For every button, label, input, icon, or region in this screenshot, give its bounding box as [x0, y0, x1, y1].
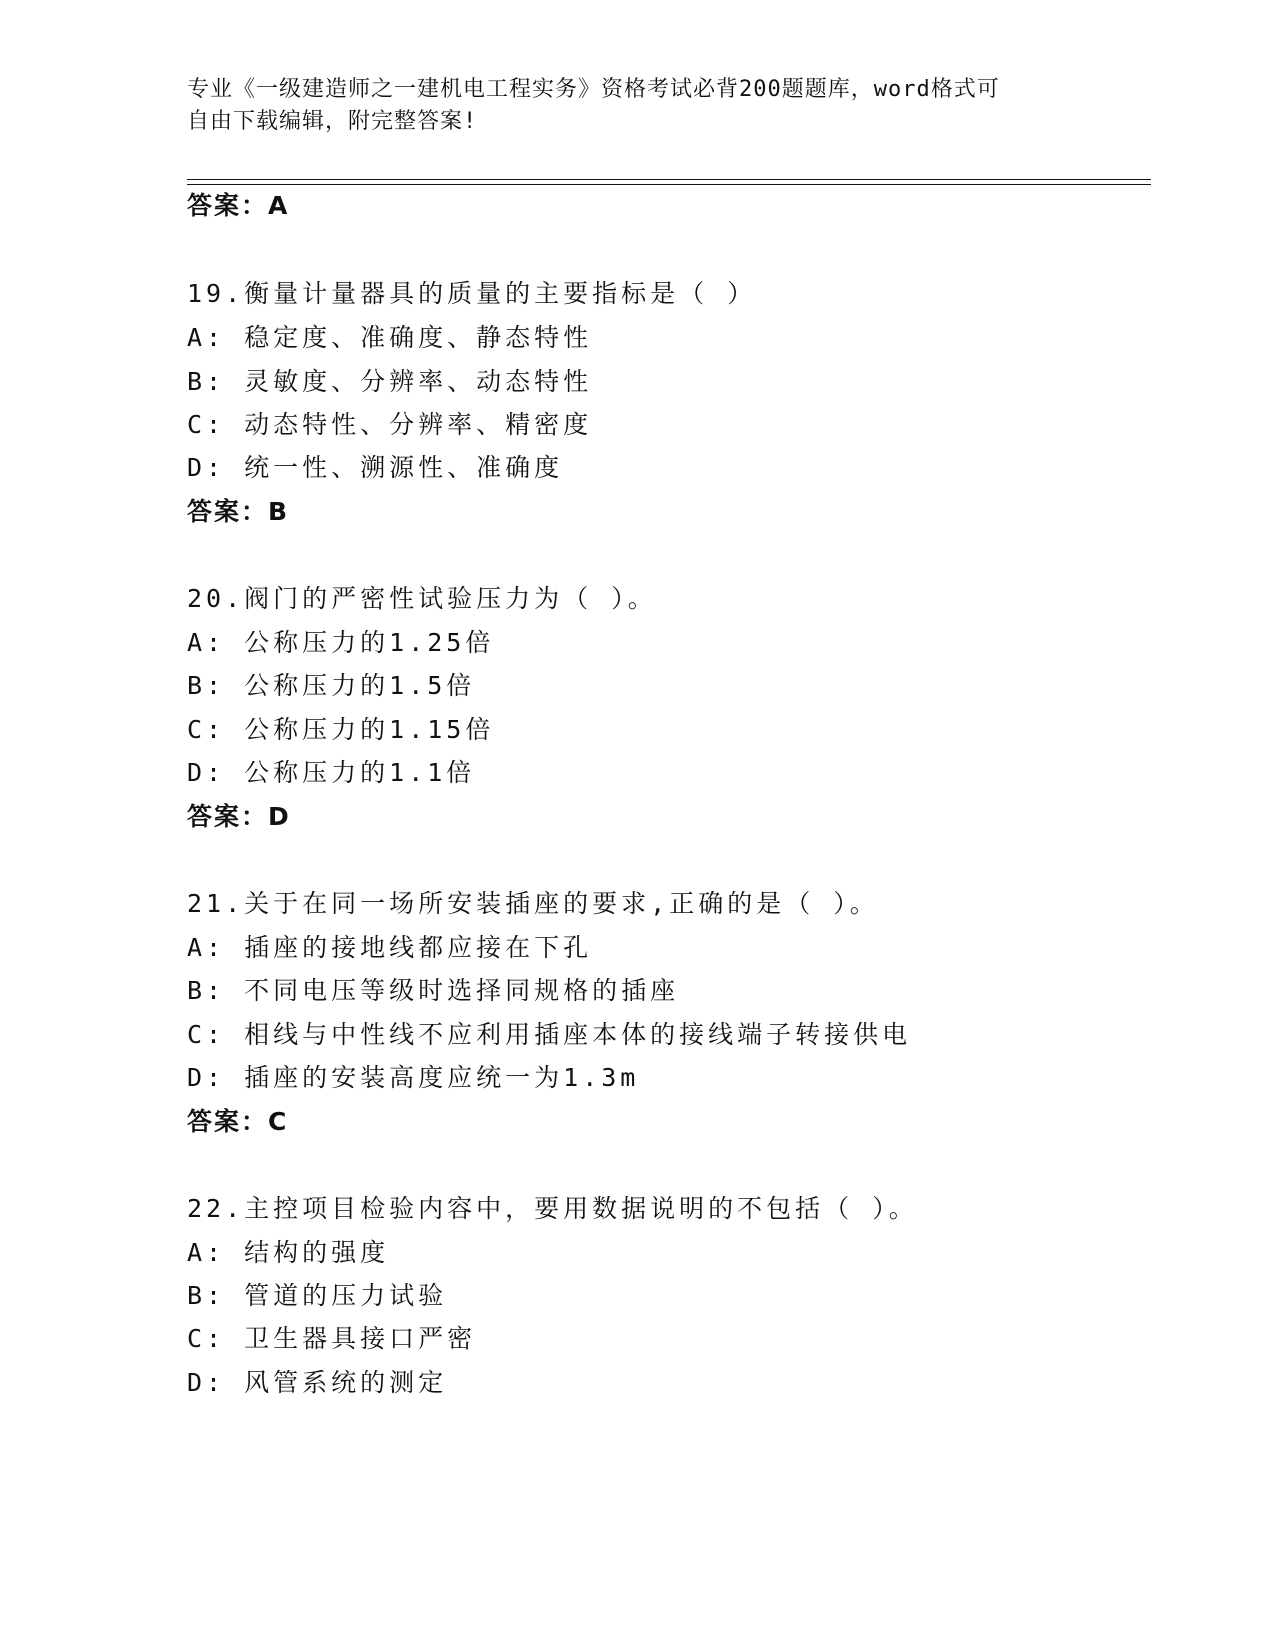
- question-19-stem: 19.衡量计量器具的质量的主要指标是（ ）: [187, 279, 757, 308]
- question-20-option-b: B: 公称压力的1.5倍: [187, 671, 476, 700]
- question-20-option-d: D: 公称压力的1.1倍: [187, 758, 476, 787]
- question-19-answer: 答案：B: [187, 497, 290, 526]
- question-21-stem: 21.关于在同一场所安装插座的要求,正确的是（ ）。: [187, 889, 879, 918]
- question-20-answer: 答案：D: [187, 802, 291, 831]
- header-line-2: 自由下载编辑，附完整答案!: [187, 109, 478, 134]
- header-divider-bottom: [187, 184, 1151, 185]
- question-19-option-c: C: 动态特性、分辨率、精密度: [187, 410, 593, 439]
- question-22-option-a: A: 结构的强度: [187, 1238, 390, 1267]
- question-21-option-b: B: 不同电压等级时选择同规格的插座: [187, 976, 680, 1005]
- question-20-stem: 20.阀门的严密性试验压力为（ ）。: [187, 584, 657, 613]
- question-21-option-c: C: 相线与中性线不应利用插座本体的接线端子转接供电: [187, 1020, 912, 1049]
- document-header: [187, 74, 1087, 138]
- question-19-option-d: D: 统一性、溯源性、准确度: [187, 453, 564, 482]
- question-22-option-b: B: 管道的压力试验: [187, 1281, 448, 1310]
- question-22-option-d: D: 风管系统的测定: [187, 1368, 448, 1397]
- header-line-1: 专业《一级建造师之一建机电工程实务》资格考试必背200题题库，word格式可: [187, 77, 1000, 102]
- question-21-option-d: D: 插座的安装高度应统一为1.3m: [187, 1063, 640, 1092]
- previous-answer: 答案：A: [187, 191, 290, 220]
- question-19-option-b: B: 灵敏度、分辨率、动态特性: [187, 367, 593, 396]
- question-21-answer: 答案：C: [187, 1107, 289, 1136]
- question-22-option-c: C: 卫生器具接口严密: [187, 1324, 477, 1353]
- question-21-option-a: A: 插座的接地线都应接在下孔: [187, 933, 593, 962]
- question-19-option-a: A: 稳定度、准确度、静态特性: [187, 323, 593, 352]
- question-20-option-c: C: 公称压力的1.15倍: [187, 715, 495, 744]
- header-divider-top: [187, 179, 1151, 180]
- question-22-stem: 22.主控项目检验内容中，要用数据说明的不包括（ ）。: [187, 1194, 918, 1223]
- question-20-option-a: A: 公称压力的1.25倍: [187, 628, 495, 657]
